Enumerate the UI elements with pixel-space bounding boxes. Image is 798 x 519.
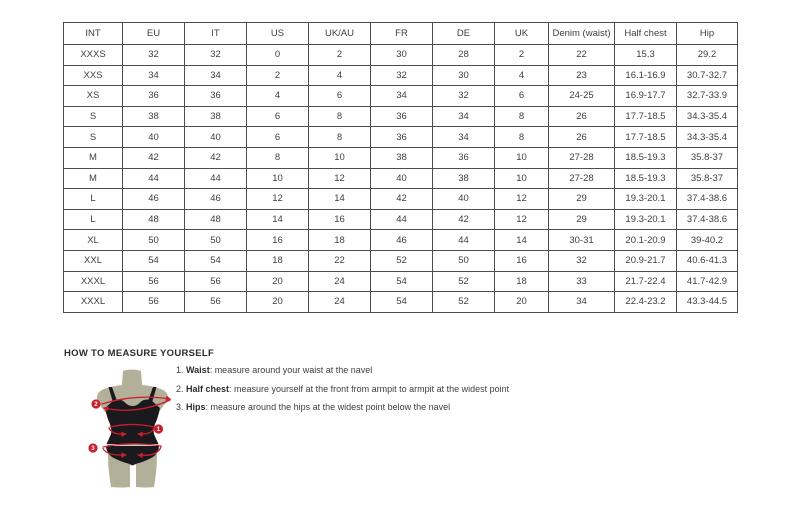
size-value-cell: 10: [495, 168, 549, 189]
instruction-label: Hips: [186, 402, 206, 413]
size-value-cell: 52: [433, 292, 495, 313]
size-value-cell: 24: [309, 271, 371, 292]
size-value-cell: 54: [185, 250, 247, 271]
size-value-cell: 44: [433, 230, 495, 251]
size-value-cell: 16: [309, 209, 371, 230]
size-value-cell: 18: [309, 230, 371, 251]
column-header: UK: [495, 23, 549, 45]
size-value-cell: 17.7-18.5: [615, 106, 677, 127]
size-chart-table: [63, 22, 738, 313]
size-value-cell: 20.1-20.9: [615, 230, 677, 251]
table-row: [64, 292, 738, 313]
size-value-cell: 54: [371, 271, 433, 292]
size-label-cell: XXXL: [64, 271, 123, 292]
column-header: UK/AU: [309, 23, 371, 45]
size-value-cell: 15.3: [615, 45, 677, 66]
instruction-text: : measure around the hips at the widest point below the navel: [205, 402, 451, 413]
size-value-cell: 34.3-35.4: [677, 106, 738, 127]
table-row: [64, 209, 738, 230]
size-label-cell: M: [64, 147, 123, 168]
size-value-cell: 37.4-38.6: [677, 189, 738, 210]
size-value-cell: 28: [433, 45, 495, 66]
size-value-cell: 10: [495, 147, 549, 168]
instruction-number: 2.: [176, 383, 187, 394]
size-value-cell: 46: [185, 189, 247, 210]
size-value-cell: 38: [371, 147, 433, 168]
size-value-cell: 52: [371, 250, 433, 271]
size-value-cell: 24-25: [549, 86, 615, 107]
table-row: [64, 168, 738, 189]
size-value-cell: 16.1-16.9: [615, 65, 677, 86]
size-value-cell: 32: [123, 45, 185, 66]
size-value-cell: 14: [495, 230, 549, 251]
size-value-cell: 16: [495, 250, 549, 271]
size-value-cell: 20: [247, 292, 309, 313]
column-header: DE: [433, 23, 495, 45]
size-value-cell: 26: [549, 127, 615, 148]
instruction-text: : measure yourself at the front from armpit to armpit at the widest point: [229, 383, 510, 394]
size-value-cell: 36: [371, 106, 433, 127]
size-value-cell: 32: [549, 250, 615, 271]
size-label-cell: XXXS: [64, 45, 123, 66]
size-label-cell: XXL: [64, 250, 123, 271]
size-value-cell: 18.5-19.3: [615, 168, 677, 189]
size-value-cell: 12: [495, 209, 549, 230]
size-value-cell: 6: [309, 86, 371, 107]
size-value-cell: 30: [433, 65, 495, 86]
size-value-cell: 35.8-37: [677, 147, 738, 168]
size-value-cell: 32.7-33.9: [677, 86, 738, 107]
size-value-cell: 22.4-23.2: [615, 292, 677, 313]
size-value-cell: 29: [549, 209, 615, 230]
size-label-cell: S: [64, 106, 123, 127]
size-value-cell: 8: [309, 106, 371, 127]
size-value-cell: 23: [549, 65, 615, 86]
size-value-cell: 36: [123, 86, 185, 107]
table-row: [64, 86, 738, 107]
instruction-number: 1.: [176, 365, 187, 375]
size-value-cell: 14: [247, 209, 309, 230]
size-value-cell: 29.2: [677, 45, 738, 66]
size-value-cell: 38: [433, 168, 495, 189]
instruction-label: Half chest: [186, 383, 230, 394]
column-header: Half chest: [615, 23, 677, 45]
table-row: [64, 250, 738, 271]
size-label-cell: XL: [64, 230, 123, 251]
size-value-cell: 52: [433, 271, 495, 292]
size-value-cell: 44: [371, 209, 433, 230]
table-row: [64, 189, 738, 210]
table-row: [64, 65, 738, 86]
instruction-item: [176, 361, 509, 380]
size-value-cell: 2: [495, 45, 549, 66]
size-value-cell: 2: [247, 65, 309, 86]
size-value-cell: 56: [185, 292, 247, 313]
size-value-cell: 22: [309, 250, 371, 271]
column-header: IT: [185, 23, 247, 45]
size-value-cell: 50: [123, 230, 185, 251]
size-value-cell: 40: [185, 127, 247, 148]
hips-badge-number: 3: [91, 445, 95, 453]
size-label-cell: XXS: [64, 65, 123, 86]
size-value-cell: 2: [309, 45, 371, 66]
size-value-cell: 34: [549, 292, 615, 313]
size-value-cell: 34.3-35.4: [677, 127, 738, 148]
column-header: Denim (waist): [549, 23, 615, 45]
size-value-cell: 12: [309, 168, 371, 189]
size-value-cell: 56: [185, 271, 247, 292]
size-value-cell: 32: [371, 65, 433, 86]
size-label-cell: S: [64, 127, 123, 148]
size-value-cell: 34: [433, 127, 495, 148]
size-value-cell: 32: [185, 45, 247, 66]
size-value-cell: 50: [185, 230, 247, 251]
size-value-cell: 43.3-44.5: [677, 292, 738, 313]
size-value-cell: 18: [495, 271, 549, 292]
size-value-cell: 22: [549, 45, 615, 66]
size-value-cell: 4: [247, 86, 309, 107]
size-value-cell: 10: [247, 168, 309, 189]
size-value-cell: 14: [309, 189, 371, 210]
size-label-cell: M: [64, 168, 123, 189]
size-value-cell: 20: [495, 292, 549, 313]
table-header-row: [64, 23, 738, 45]
size-value-cell: 36: [371, 127, 433, 148]
table-row: [64, 271, 738, 292]
size-value-cell: 38: [123, 106, 185, 127]
size-value-cell: 40: [123, 127, 185, 148]
size-value-cell: 16: [247, 230, 309, 251]
measure-instructions: [176, 361, 509, 417]
size-value-cell: 44: [185, 168, 247, 189]
size-value-cell: 26: [549, 106, 615, 127]
size-value-cell: 42: [123, 147, 185, 168]
size-value-cell: 35.8-37: [677, 168, 738, 189]
table-row: [64, 147, 738, 168]
table-row: [64, 45, 738, 66]
instruction-item: [176, 380, 509, 399]
measurement-figure: [75, 368, 190, 508]
instruction-text: : measure around your waist at the navel: [209, 365, 373, 375]
size-value-cell: 46: [123, 189, 185, 210]
column-header: INT: [64, 23, 123, 45]
table-row: [64, 127, 738, 148]
size-label-cell: L: [64, 189, 123, 210]
size-value-cell: 50: [433, 250, 495, 271]
size-value-cell: 56: [123, 292, 185, 313]
instruction-label: Waist: [186, 365, 210, 375]
size-value-cell: 29: [549, 189, 615, 210]
size-value-cell: 36: [185, 86, 247, 107]
size-value-cell: 8: [495, 127, 549, 148]
size-value-cell: 40: [371, 168, 433, 189]
size-value-cell: 48: [123, 209, 185, 230]
column-header: US: [247, 23, 309, 45]
measure-section-heading: HOW TO MEASURE YOURSELF: [64, 348, 215, 359]
size-value-cell: 42: [433, 209, 495, 230]
size-value-cell: 10: [309, 147, 371, 168]
size-value-cell: 40.6-41.3: [677, 250, 738, 271]
chest-badge-number: 2: [94, 401, 98, 409]
size-value-cell: 56: [123, 271, 185, 292]
size-value-cell: 8: [247, 147, 309, 168]
instruction-number: 3.: [176, 402, 187, 413]
size-value-cell: 19.3-20.1: [615, 209, 677, 230]
size-value-cell: 54: [371, 292, 433, 313]
size-value-cell: 20.9-21.7: [615, 250, 677, 271]
size-value-cell: 34: [123, 65, 185, 86]
size-value-cell: 34: [371, 86, 433, 107]
size-value-cell: 39-40.2: [677, 230, 738, 251]
size-value-cell: 44: [123, 168, 185, 189]
size-value-cell: 19.3-20.1: [615, 189, 677, 210]
size-value-cell: 34: [185, 65, 247, 86]
size-value-cell: 33: [549, 271, 615, 292]
size-value-cell: 8: [309, 127, 371, 148]
size-value-cell: 4: [309, 65, 371, 86]
size-value-cell: 30.7-32.7: [677, 65, 738, 86]
size-value-cell: 21.7-22.4: [615, 271, 677, 292]
size-value-cell: 6: [247, 127, 309, 148]
size-value-cell: 42: [371, 189, 433, 210]
size-value-cell: 12: [247, 189, 309, 210]
size-value-cell: 30: [371, 45, 433, 66]
size-value-cell: 12: [495, 189, 549, 210]
size-value-cell: 38: [185, 106, 247, 127]
size-value-cell: 6: [247, 106, 309, 127]
size-value-cell: 4: [495, 65, 549, 86]
column-header: FR: [371, 23, 433, 45]
size-value-cell: 37.4-38.6: [677, 209, 738, 230]
size-value-cell: 6: [495, 86, 549, 107]
size-value-cell: 18: [247, 250, 309, 271]
column-header: Hip: [677, 23, 738, 45]
size-value-cell: 0: [247, 45, 309, 66]
size-value-cell: 34: [433, 106, 495, 127]
table-row: [64, 230, 738, 251]
size-label-cell: XXXL: [64, 292, 123, 313]
table-row: [64, 106, 738, 127]
size-value-cell: 24: [309, 292, 371, 313]
size-value-cell: 32: [433, 86, 495, 107]
size-value-cell: 42: [185, 147, 247, 168]
size-label-cell: XS: [64, 86, 123, 107]
instruction-item: [176, 398, 509, 417]
size-value-cell: 20: [247, 271, 309, 292]
column-header: EU: [123, 23, 185, 45]
size-value-cell: 30-31: [549, 230, 615, 251]
size-value-cell: 40: [433, 189, 495, 210]
size-value-cell: 18.5-19.3: [615, 147, 677, 168]
size-value-cell: 46: [371, 230, 433, 251]
size-value-cell: 17.7-18.5: [615, 127, 677, 148]
size-value-cell: 27-28: [549, 168, 615, 189]
size-value-cell: 54: [123, 250, 185, 271]
size-value-cell: 48: [185, 209, 247, 230]
waist-badge-number: 1: [156, 426, 161, 434]
size-value-cell: 8: [495, 106, 549, 127]
size-value-cell: 36: [433, 147, 495, 168]
size-value-cell: 16.9-17.7: [615, 86, 677, 107]
size-label-cell: L: [64, 209, 123, 230]
size-value-cell: 41.7-42.9: [677, 271, 738, 292]
size-value-cell: 27-28: [549, 147, 615, 168]
